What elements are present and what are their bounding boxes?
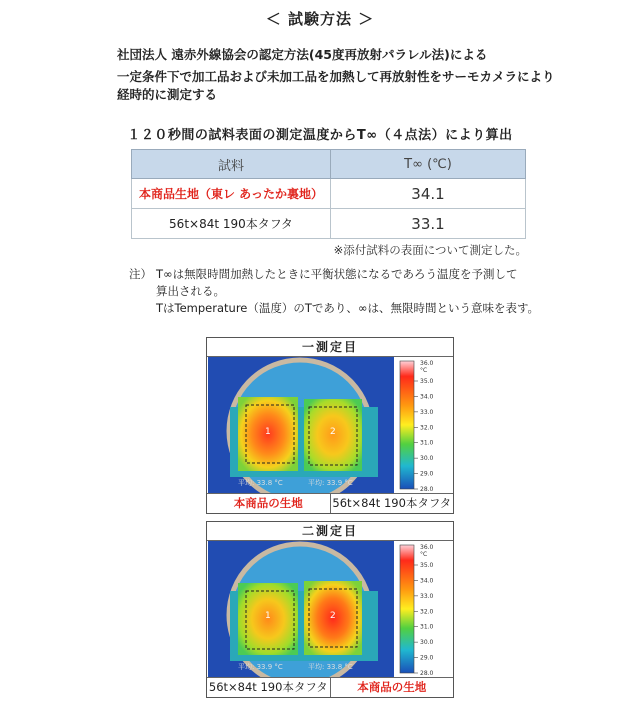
table-header-row: [132, 150, 526, 179]
temperature-scale-bar: [400, 361, 414, 489]
intro-line-2: 一定条件下で加工品および未加工品を加熱して再放射性をサーモカメラにより: [117, 69, 555, 84]
average-readout: 平均: 33.8 °C: [238, 479, 283, 487]
region-1-label: 1: [265, 427, 271, 437]
scale-tick-label: 29.0: [420, 654, 434, 662]
scale-tick-label: 34.0: [420, 577, 434, 585]
panel-label-left: 56t×84t 190本タフタ: [208, 680, 328, 694]
scale-tick-label: 32.0: [420, 424, 434, 432]
average-readout: 平均: 33.8 °C: [308, 663, 353, 671]
table-cell-value: 33.1: [331, 209, 526, 239]
scale-tick-label: 34.0: [420, 393, 434, 401]
table-note: ※添付試料の表面について測定した。: [333, 243, 527, 257]
thermal-image: [208, 357, 452, 493]
panel-label-row: [207, 493, 453, 513]
scale-tick-label: 31.0: [420, 623, 434, 631]
calculation-heading: １２０秒間の試料表面の測定温度からT∞（４点法）により算出: [127, 128, 513, 143]
table-cell-sample: 56t×84t 190本タフタ: [132, 209, 331, 239]
panel-title: 一測定目: [207, 338, 453, 357]
panel-title: 二測定目: [207, 522, 453, 541]
footnote-label: 注）: [129, 267, 152, 281]
table-cell-value: 34.1: [331, 179, 526, 209]
scale-tick-label: 29.0: [420, 470, 434, 478]
panel-label-right: 本商品の生地: [330, 678, 454, 697]
thermal-panel-2: [206, 521, 454, 698]
table-header-temperature: T∞ (℃): [331, 150, 526, 179]
scale-tick-label: 30.0: [420, 639, 434, 647]
region-2-label: 2: [330, 611, 336, 621]
scale-top-label: 36.0: [420, 360, 434, 367]
region-2-label: 2: [330, 427, 336, 437]
table-row: [132, 209, 526, 239]
scale-tick-label: 32.0: [420, 608, 434, 616]
intro-line-1: 社団法人 遠赤外線協会の認定方法(45度再放射パラレル法)による: [117, 47, 488, 62]
result-table: [131, 149, 526, 239]
panel-label-left: 本商品の生地: [233, 496, 303, 510]
table-cell-sample: 本商品生地（東レ あったか裏地）: [132, 179, 331, 209]
scale-tick-label: 28.0: [420, 486, 434, 493]
scale-unit: °C: [420, 551, 428, 558]
footnote-line-2: 算出される。: [156, 284, 225, 298]
footnote-line-1: T∞は無限時間加熱したときに平衡状態になるであろう温度を予測して: [156, 267, 518, 281]
table-header-sample: 試料: [132, 150, 331, 179]
scale-unit: °C: [420, 367, 428, 374]
scale-top-label: 36.0: [420, 544, 434, 551]
intro-line-3: 経時的に測定する: [117, 87, 218, 102]
thermal-image-graphic: [208, 541, 452, 677]
scale-tick-label: 33.0: [420, 592, 434, 600]
scale-tick-label: 33.0: [420, 408, 434, 416]
thermal-image-graphic: [208, 357, 452, 493]
thermal-panel-1: [206, 337, 454, 514]
thermal-image: [208, 541, 452, 677]
region-1-label: 1: [265, 611, 271, 621]
temperature-scale-bar: [400, 545, 414, 673]
average-readout: 平均: 33.9 °C: [308, 479, 353, 487]
scale-tick-label: 30.0: [420, 455, 434, 463]
panel-label-row: [207, 677, 453, 697]
average-readout: 平均: 33.9 °C: [238, 663, 283, 671]
scale-tick-label: 35.0: [420, 562, 434, 569]
scale-tick-label: 35.0: [420, 378, 434, 385]
scale-tick-label: 31.0: [420, 439, 434, 447]
page-title: ＜ 試験方法 ＞: [265, 10, 375, 28]
footnote-line-3: TはTemperature（温度）のTであり、∞は、無限時間という意味を表す。: [156, 301, 540, 315]
table-row: [132, 179, 526, 209]
scale-tick-label: 28.0: [420, 670, 434, 677]
panel-label-right: 56t×84t 190本タフタ: [330, 494, 454, 513]
